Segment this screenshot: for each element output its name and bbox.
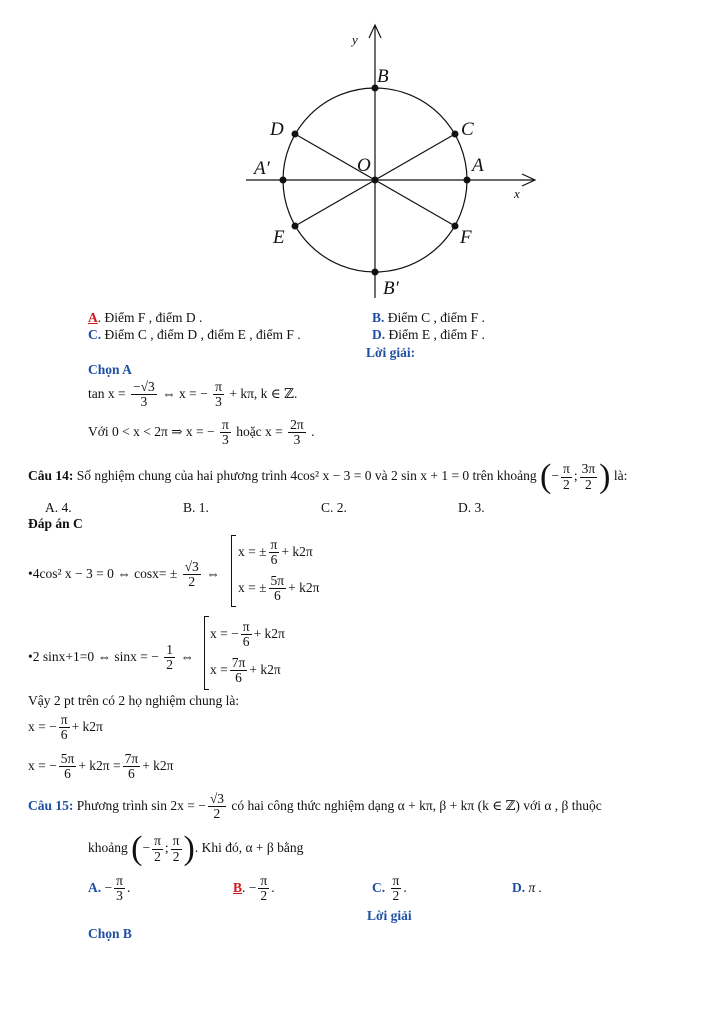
- q13-l2-den2: 3: [293, 432, 301, 448]
- q13-option-d[interactable]: [372, 327, 485, 343]
- q14-eq2-bracket: [204, 616, 209, 690]
- q15-frac: [208, 792, 226, 821]
- q14-eq1-r2-n: 5π: [270, 573, 285, 588]
- q14-eq2-r2-frac: [230, 656, 248, 685]
- q14-sol1-a: x = −: [28, 718, 57, 734]
- q13-l2-num: π: [221, 417, 229, 432]
- q15-int-frac2: [171, 834, 182, 863]
- q15-int-frac1: [152, 834, 163, 863]
- q13-option-c-letter: C.: [88, 327, 102, 342]
- q15-option-c-n: π: [392, 873, 400, 888]
- q15-int-n2: π: [172, 833, 180, 849]
- q14-eq2-frac: [164, 643, 175, 672]
- label-y: y: [352, 32, 358, 47]
- q13-option-a-letter: A: [88, 310, 98, 325]
- q15-option-a-letter: A.: [88, 879, 102, 895]
- q14-int-n1: π: [563, 461, 570, 477]
- q14-int-d2: 2: [585, 476, 592, 492]
- q14-eq1-r2-a: x = ±: [238, 579, 267, 595]
- q15-solution-heading: Lời giải: [367, 908, 412, 923]
- q15-option-b-letter: B: [233, 879, 243, 895]
- q14-eq1: [28, 560, 220, 589]
- q14-option-d[interactable]: D. 3.: [458, 500, 485, 515]
- q15-option-b-d: 2: [260, 888, 268, 904]
- q14-sol2-d: 6: [64, 766, 71, 782]
- label-B: B: [377, 66, 389, 87]
- q13-l1-frac2: [213, 380, 224, 409]
- q14-eq1-den: 2: [188, 574, 196, 590]
- unit-circle-figure: [0, 0, 725, 310]
- q14-eq1-r1-d: 6: [270, 552, 278, 568]
- q15-paren-close: ): [183, 830, 195, 867]
- q14-sol1-frac: [59, 713, 70, 742]
- q13-l1-num: −√3: [132, 379, 155, 394]
- q14-eq2: [28, 643, 194, 672]
- q14-eq2-r1-a: x = −: [210, 625, 239, 641]
- q14-eq2-r1-b: + k2π: [253, 625, 285, 641]
- q14-eq1-r2-frac: [269, 574, 287, 603]
- q14-eq1-row2: [238, 574, 319, 603]
- q14-sol2-d2: 6: [128, 766, 135, 782]
- label-D: D: [270, 119, 284, 140]
- q14-int-frac2: [580, 462, 598, 491]
- q15-option-b-n: π: [260, 873, 268, 888]
- point-origin: [372, 177, 379, 184]
- q14-eq2-r2-n: 7π: [231, 655, 246, 670]
- q13-option-b-text: Điểm C , điểm F .: [387, 310, 485, 325]
- q15-text-a: Phương trình sin 2x = −: [76, 797, 206, 813]
- point-B-prime: [372, 269, 379, 276]
- q14-sol1-b: + k2π: [71, 718, 103, 734]
- q15-question-line-2: khoảng (− $\frac{\pi}{2}$ ; $\frac{\pi}{2}$ ). Khi đó, α + β bằng: [88, 830, 304, 867]
- point-A-prime: [280, 177, 287, 184]
- q13-option-d-text: Điểm E , điểm F .: [388, 327, 485, 342]
- q14-eq1-r1-a: x = ±: [238, 543, 267, 559]
- q14-option-b[interactable]: B. 1.: [183, 500, 209, 515]
- q13-l1-num2: π: [215, 379, 222, 394]
- point-A: [464, 177, 471, 184]
- q14-eq2-den: 2: [166, 657, 173, 673]
- q14-sol2-a: x = −: [28, 757, 57, 773]
- q15-text-b: có hai công thức nghiệm dạng α + kπ, β + kπ (k ∈ ℤ) với α , β thuộc: [228, 797, 602, 813]
- q13-l1-den2: 3: [215, 394, 222, 410]
- q13-option-a[interactable]: [88, 310, 202, 326]
- point-D: [292, 131, 299, 138]
- q14-eq1-r1-b: + k2π: [281, 543, 313, 559]
- q15-int-d1: 2: [154, 848, 161, 864]
- q15-option-b[interactable]: B. − $\frac{\pi}{2}$ .: [233, 873, 275, 904]
- q14-eq1-r2-d: 6: [273, 588, 281, 604]
- q14-sol1-d: 6: [60, 727, 68, 743]
- q13-l1-right: + kπ, k ∈ ℤ.: [229, 385, 298, 401]
- q14-sol2-b: + k2π =: [78, 757, 121, 773]
- q15-option-a-n: π: [116, 873, 123, 888]
- q14-eq1-frac: [183, 560, 201, 589]
- q13-l1-left: tan x =: [88, 385, 126, 401]
- q13-l2-frac: [220, 418, 231, 447]
- q14-eq1-row1: [238, 538, 313, 567]
- q15-l2-b: . Khi đó, α + β bằng: [194, 840, 304, 856]
- q15-label: Câu 15:: [28, 797, 74, 813]
- q15-paren-open: (: [131, 830, 143, 867]
- q15-int-d2: 2: [172, 848, 180, 864]
- q13-l1-mid: ⇔ x = −: [162, 385, 208, 401]
- label-C: C: [461, 119, 474, 140]
- q14-eq1-r1-frac: [269, 538, 280, 567]
- q15-option-d-letter: D.: [512, 880, 526, 895]
- q15-option-a-frac: [114, 874, 125, 903]
- q14-sol2-n: 5π: [60, 751, 75, 766]
- q14-option-c[interactable]: C. 2.: [321, 500, 347, 515]
- q15-option-c-frac: [391, 874, 402, 903]
- q14-question: Câu 14: Số nghiệm chung của hai phương trình 4cos² x − 3 = 0 và 2 sin x + 1 = 0 trên khoảng (− $\frac{\pi}{2}$ ; $\frac{3\pi}{2}$ ) là:: [28, 458, 628, 495]
- q14-eq2-row1: [210, 620, 285, 649]
- q14-label: Câu 14:: [28, 468, 74, 484]
- q13-l2-mid: hoặc x =: [236, 423, 283, 439]
- q14-eq2-left: •2 sinx+1=0 ⇔ sinx = −: [28, 648, 159, 664]
- q14-eq1-num: √3: [184, 559, 199, 574]
- q14-int-frac1: [561, 462, 572, 491]
- q14-eq1-r2-b: + k2π: [288, 579, 320, 595]
- q13-choice: Chọn A: [88, 362, 132, 377]
- q14-eq2-r1-frac: [241, 620, 252, 649]
- q13-solution-line-1: [88, 380, 297, 409]
- q13-option-d-letter: D.: [372, 327, 386, 342]
- q15-option-a-d: 3: [116, 888, 123, 904]
- q14-sol1-n: π: [60, 712, 68, 727]
- q14-eq1-bracket: [231, 535, 236, 607]
- q14-eq2-r2-a: x =: [210, 661, 228, 677]
- label-O: O: [357, 155, 371, 176]
- label-F: F: [460, 227, 472, 248]
- q15-den: 2: [213, 806, 221, 822]
- q14-int-n2: 3π: [581, 461, 596, 477]
- q15-option-d-text: π .: [528, 880, 543, 895]
- label-A-prime: A′: [254, 158, 270, 179]
- q14-paren-close: ): [599, 458, 611, 495]
- q13-l1-frac: [131, 380, 157, 409]
- q15-option-b-frac: [258, 874, 269, 903]
- q14-sol2-n2: 7π: [124, 751, 139, 766]
- q15-option-c-d: 2: [392, 888, 400, 904]
- q14-eq1-left: •4cos² x − 3 = 0 ⇔ cosx= ±: [28, 565, 178, 581]
- q15-minus: −: [142, 840, 151, 856]
- q14-minus: −: [551, 468, 559, 484]
- point-C: [452, 131, 459, 138]
- q14-answer: Đáp án C: [28, 516, 83, 531]
- q14-sol2-frac2: [123, 752, 141, 781]
- q13-solution-heading: Lời giải:: [366, 345, 416, 360]
- q14-int-d1: 2: [563, 476, 570, 492]
- q14-solution-2: [28, 752, 174, 781]
- label-E: E: [273, 227, 285, 248]
- q13-option-b[interactable]: [372, 310, 485, 326]
- q13-l2-left: Với 0 < x < 2π ⇒ x = −: [88, 423, 215, 439]
- q13-l2-num2: 2π: [290, 417, 304, 432]
- q13-solution-line-2: [88, 418, 315, 447]
- q14-eq1-r1-n: π: [270, 537, 278, 552]
- point-F: [452, 223, 459, 230]
- q15-option-c-letter: C.: [372, 879, 386, 895]
- q14-eq2-arrow: ⇔: [180, 648, 194, 664]
- label-A: A: [472, 155, 484, 176]
- q14-text: Số nghiệm chung của hai phương trình 4cos² x − 3 = 0 và 2 sin x + 1 = 0 trên khoảng: [76, 468, 537, 484]
- point-E: [292, 223, 299, 230]
- q14-solution-1: [28, 713, 103, 742]
- q13-l1-den: 3: [140, 394, 148, 410]
- q15-option-c[interactable]: C. $\frac{\pi}{2}$ .: [372, 873, 407, 904]
- q13-l2-den: 3: [222, 432, 229, 448]
- q13-option-a-text: . Điểm F , điểm D .: [97, 310, 203, 325]
- q15-l2-a: khoảng: [88, 840, 128, 856]
- q13-option-c[interactable]: [88, 327, 301, 343]
- q13-option-b-letter: B.: [372, 310, 385, 325]
- q14-sol2-c: + k2π: [142, 757, 174, 773]
- q13-option-c-text: Điểm C , điểm D , điểm E , điểm F .: [104, 327, 301, 342]
- q15-int-n1: π: [154, 833, 161, 849]
- q14-eq2-row2: [210, 656, 281, 685]
- q14-eq2-r1-n: π: [242, 619, 250, 634]
- q14-eq2-r1-d: 6: [242, 634, 250, 650]
- q14-sol2-frac: [59, 752, 77, 781]
- q14-eq2-r2-d: 6: [235, 670, 242, 686]
- q15-option-a[interactable]: A. − $\frac{\pi}{3}$ .: [88, 873, 131, 904]
- q14-conclusion: Vậy 2 pt trên có 2 họ nghiệm chung là:: [28, 693, 240, 708]
- label-B-prime: B′: [383, 278, 399, 299]
- q14-eq2-r2-b: + k2π: [249, 661, 281, 677]
- q14-paren-open: (: [540, 458, 552, 495]
- q15-option-d[interactable]: [512, 880, 542, 896]
- q15-num: √3: [209, 791, 225, 806]
- q15-choice: Chọn B: [88, 926, 132, 941]
- q14-option-a[interactable]: A. 4.: [45, 500, 72, 515]
- q13-l2-end: .: [311, 423, 315, 439]
- q13-l2-frac2: [288, 418, 306, 447]
- label-x: x: [514, 186, 520, 201]
- q15-question: [28, 792, 602, 821]
- q14-eq1-arrow: ⇔: [206, 565, 220, 581]
- q14-eq2-num: 1: [166, 642, 173, 657]
- q14-tail: là:: [613, 468, 628, 484]
